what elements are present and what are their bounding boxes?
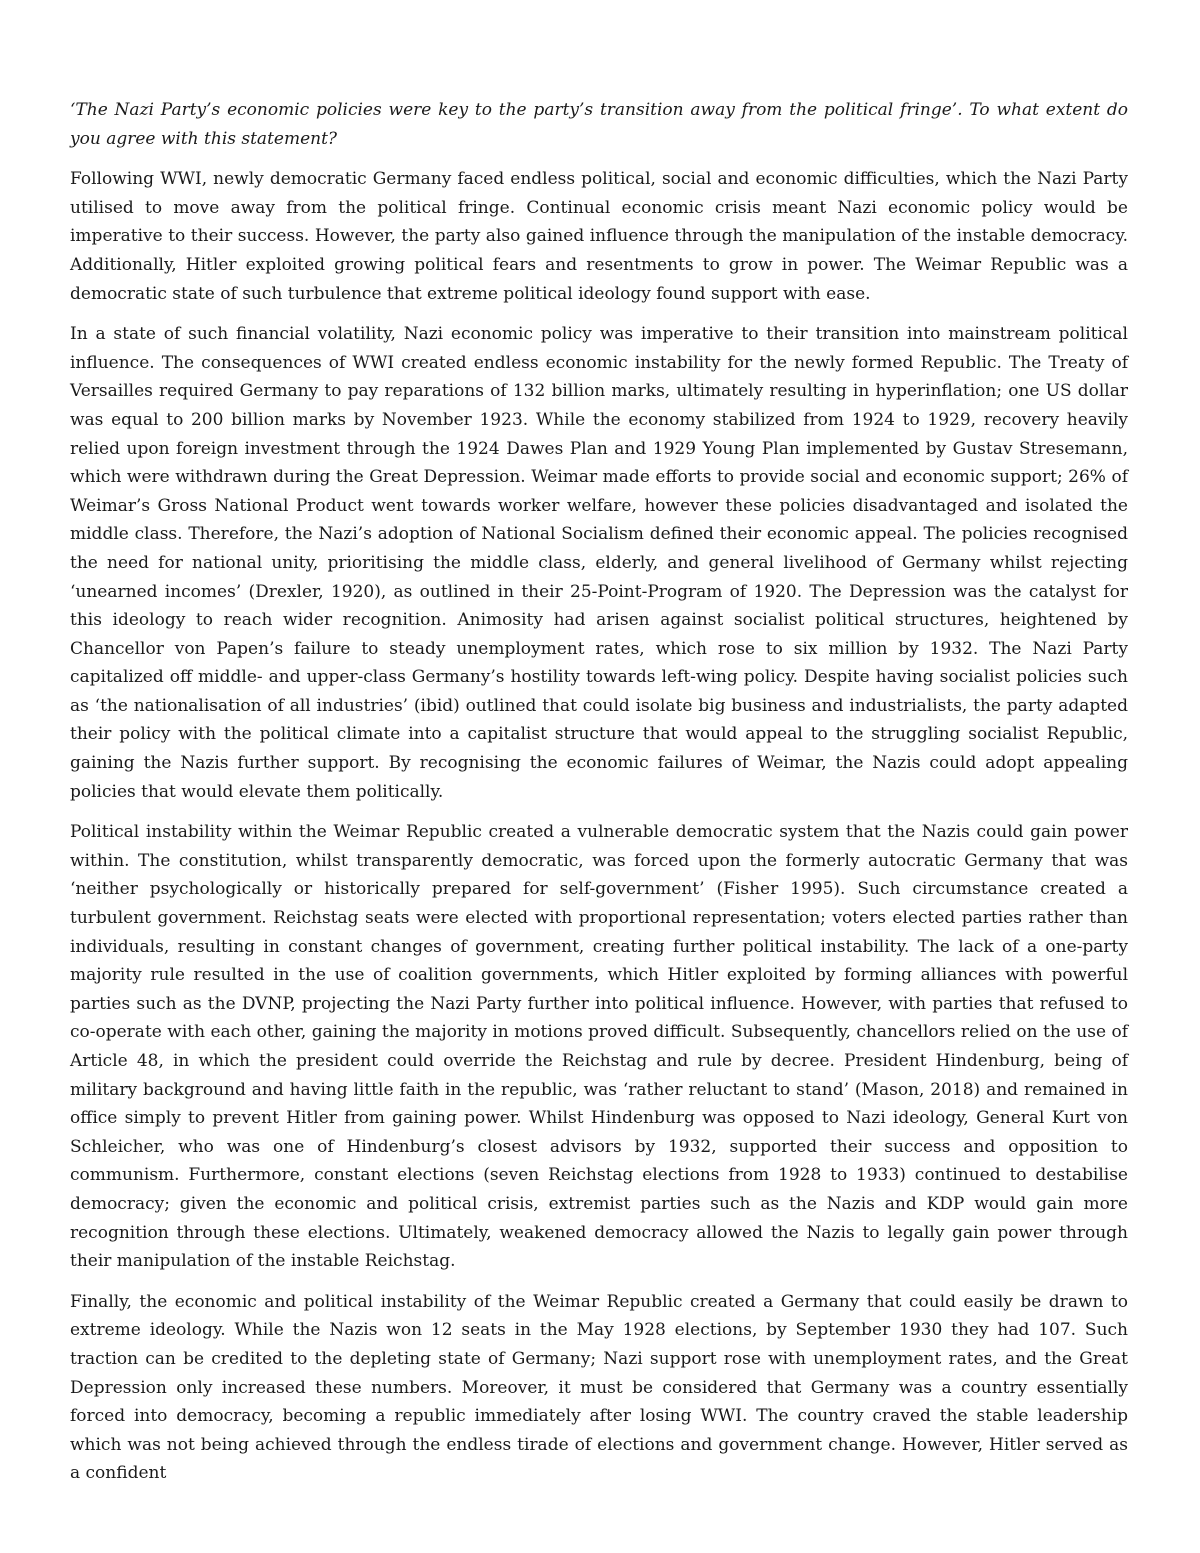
essay-question: ‘The Nazi Party’s economic policies were key to the party’s transition away from the political fringe’. To what extent do you agree with this statement?	[70, 100, 1128, 149]
document-page	[70, 96, 1128, 1500]
paragraph-introduction: Following WWI, newly democratic Germany faced endless political, social and economic difficulties, which the Nazi Party utilised to move away from the political fringe. Continual economic crisis meant Nazi economic policy would be imperative to their success. However, the party also gained influence through the manipulation of the instable democracy. Additionally, Hitler exploited growing political fears and resentments to grow in power. The Weimar Republic was a democratic state of such turbulence that extreme political ideology found support with ease.	[70, 169, 1128, 304]
paragraph-political-instability: Political instability within the Weimar Republic created a vulnerable democratic system that the Nazis could gain power within. The constitution, whilst transparently democratic, was forced upon the formerly autocratic Germany that was ‘neither psychologically or historically prepared for self-government’ (Fisher 1995). Such circumstance created a turbulent government. Reichstag seats were elected with proportional representation; voters elected parties rather than individuals, resulting in constant changes of government, creating further political instability. The lack of a one-party majority rule resulted in the use of coalition governments, which Hitler exploited by forming alliances with powerful parties such as the DVNP, projecting the Nazi Party further into political influence. However, with parties that refused to co-operate with each other, gaining the majority in motions proved difficult. Subsequently, chancellors relied on the use of Article 48, in which the president could override the Reichstag and rule by decree. President Hindenburg, being of military background and having little faith in the republic, was ‘rather reluctant to stand’ (Mason, 2018) and remained in office simply to prevent Hitler from gaining power. Whilst Hindenburg was opposed to Nazi ideology, General Kurt von Schleicher, who was one of Hindenburg’s closest advisors by 1932, supported their success and opposition to communism. Furthermore, constant elections (seven Reichstag elections from 1928 to 1933) continued to destabilise democracy; given the economic and political crisis, extremist parties such as the Nazis and KDP would gain more recognition through these elections. Ultimately, weakened democracy allowed the Nazis to legally gain power through their manipulation of the instable Reichstag.	[70, 822, 1128, 1272]
paragraph-economic-policy: In a state of such financial volatility, Nazi economic policy was imperative to their transition into mainstream political influence. The consequences of WWI created endless economic instability for the newly formed Republic. The Treaty of Versailles required Germany to pay reparations of 132 billion marks, ultimately resulting in hyperinflation; one US dollar was equal to 200 billion marks by November 1923. While the economy stabilized from 1924 to 1929, recovery heavily relied upon foreign investment through the 1924 Dawes Plan and 1929 Young Plan implemented by Gustav Stresemann, which were withdrawn during the Great Depression. Weimar made efforts to provide social and economic support; 26% of Weimar’s Gross National Product went towards worker welfare, however these policies disadvantaged and isolated the middle class. Therefore, the Nazi’s adoption of National Socialism defined their economic appeal. The policies recognised the need for national unity, prioritising the middle class, elderly, and general livelihood of Germany whilst rejecting ‘unearned incomes’ (Drexler, 1920), as outlined in their 25-Point-Program of 1920. The Depression was the catalyst for this ideology to reach wider recognition. Animosity had arisen against socialist political structures, heightened by Chancellor von Papen’s failure to steady unemployment rates, which rose to six million by 1932. The Nazi Party capitalized off middle- and upper-class Germany’s hostility towards left-wing policy. Despite having socialist policies such as ‘the nationalisation of all industries’ (ibid) outlined that could isolate big business and industrialists, the party adapted their policy with the political climate into a capitalist structure that would appeal to the struggling socialist Republic, gaining the Nazis further support. By recognising the economic failures of Weimar, the Nazis could adopt appealing policies that would elevate them politically.	[70, 324, 1128, 802]
paragraph-extreme-ideology: Finally, the economic and political instability of the Weimar Republic created a Germany that could easily be drawn to extreme ideology. While the Nazis won 12 seats in the May 1928 elections, by September 1930 they had 107. Such traction can be credited to the depleting state of Germany; Nazi support rose with unemployment rates, and the Great Depression only increased these numbers. Moreover, it must be considered that Germany was a country essentially forced into democracy, becoming a republic immediately after losing WWI. The country craved the stable leadership which was not being achieved through the endless tirade of elections and government change. However, Hitler served as a confident	[70, 1291, 1128, 1484]
